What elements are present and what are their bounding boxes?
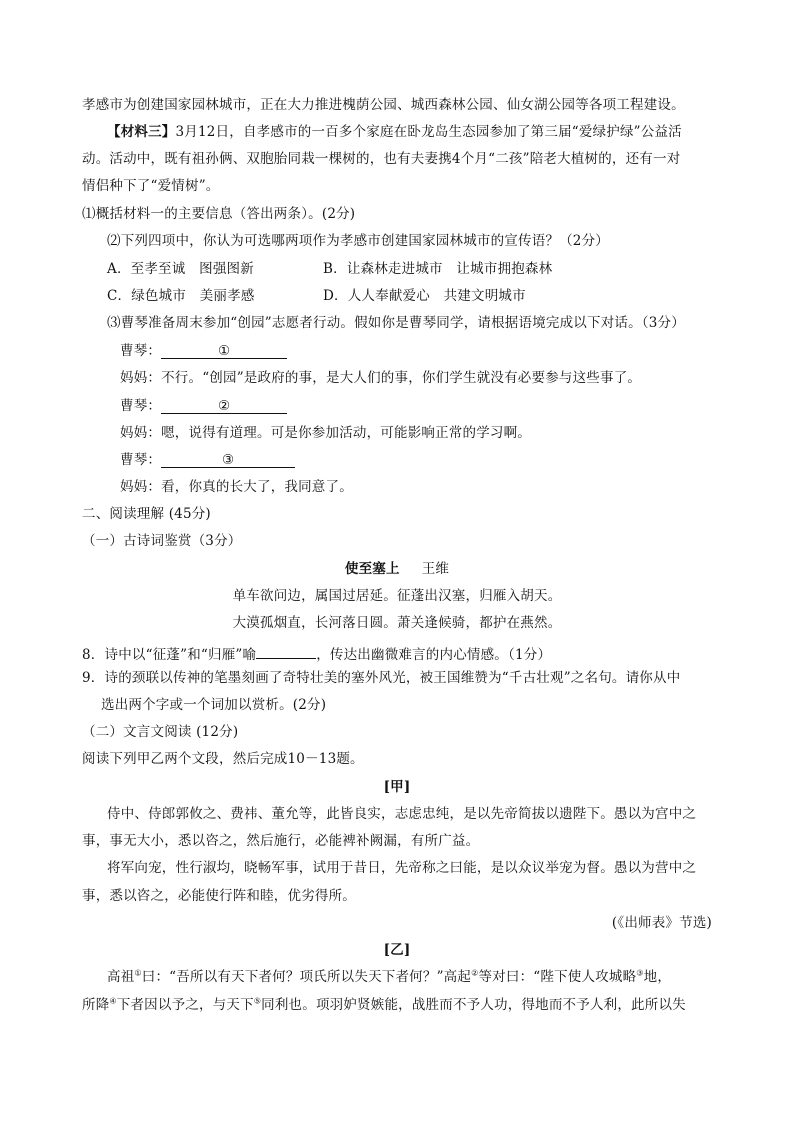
footnote-mark: ②: [471, 968, 479, 978]
option-c: C．绿色城市 美丽孝感: [107, 288, 255, 304]
poem-author: 王维: [421, 561, 450, 577]
poem-line-2: 大漠孤烟直，长河落日圆。萧关逢候骑，都护在燕然。: [232, 615, 562, 631]
question-1: ⑴概括材料一的主要信息（答出两条）。(2分): [82, 206, 356, 222]
footnote-mark: ①: [134, 968, 142, 978]
footnote-mark: ③: [636, 968, 644, 978]
yi-text: 下者因以予之，与天下: [116, 997, 254, 1013]
option-a: A．至孝至诚 图强图新: [107, 261, 254, 277]
poem-title: 使至塞上: [344, 561, 400, 577]
dialog-speaker: 妈妈：: [120, 370, 162, 386]
material3-line1-text: 3月12日，自孝感市的一百多个家庭在卧龙岛生态园参加了第三届“爱绿护绿”公益活: [175, 124, 682, 140]
section-2-heading: 二、阅读理解 (45分): [82, 506, 211, 522]
yi-text: 高祖: [107, 969, 135, 985]
footnote-mark: ④: [109, 996, 117, 1006]
material3-line2: 动。活动中，既有祖孙俩、双胞胎同栽一棵树的，也有夫妻携4个月“二孩”陪老大植树的，还有一对: [82, 151, 681, 167]
dialog-line: [120, 450, 295, 470]
dialog-text: 看，你真的长大了，我同意了。: [161, 479, 353, 495]
material2-tail: 孝感市为创建国家园林城市，正在大力推进槐荫公园、城西森林公园、仙女湖公园等各项工程建设。: [82, 97, 685, 113]
question-9-line2: 选出两个字或一个词加以赏析。(2分): [101, 697, 327, 713]
answer-blank-2[interactable]: ②: [161, 396, 287, 414]
yi-text: 曰：“吾所以有天下者何？项氏所以失天下者何？”高起: [141, 969, 472, 985]
answer-blank-3[interactable]: ③: [161, 450, 295, 468]
option-b: B．让森林走进城市 让城市拥抱森林: [323, 261, 553, 277]
question-8: [82, 641, 551, 665]
yi-text: 地，: [643, 969, 672, 985]
yi-text: 所降: [82, 997, 110, 1013]
material3-line3: 情侣种下了“爱情树”。: [82, 178, 220, 194]
yi-line2: [82, 995, 686, 1015]
dialog-line: [120, 368, 641, 388]
dialog-speaker: 曹琴：: [120, 343, 162, 359]
dialog-text: 嗯，说得有道理。可是你参加活动，可能影响正常的学习啊。: [161, 425, 532, 441]
q8-before: 8．诗中以“征蓬”和“归雁”喻: [82, 647, 257, 663]
dialog-speaker: 妈妈：: [120, 425, 162, 441]
part-1-heading: （一）古诗词鉴赏（3分）: [82, 533, 242, 549]
part-2-heading: （二）文言文阅读 (12分): [82, 724, 239, 740]
q8-blank[interactable]: [256, 641, 316, 659]
material3-label: 【材料三】: [107, 124, 176, 140]
question-9-line1: 9．诗的颈联以传神的笔墨刻画了奇特壮美的塞外风光，被王国维赞为“千古壮观”之名句。请你从中: [82, 670, 681, 686]
dialog-speaker: 妈妈：: [120, 479, 162, 495]
material3-line1: [107, 122, 682, 142]
jia-p1-line1: 侍中、侍郎郭攸之、费祎、董允等，此皆良实，志虑忠纯，是以先帝简拔以遗陛下。愚以为宫中之: [107, 806, 697, 822]
jia-p2-line1: 将军向宠，性行淑均，晓畅军事，试用于昔日，先帝称之曰能，是以众议举宠为督。愚以为营中之: [107, 860, 697, 876]
dialog-line: [120, 341, 287, 361]
dialog-text: 不行。“创园”是政府的事，是大人们的事，你们学生就没有必要参与这些事了。: [161, 370, 642, 386]
poem-line-1: 单车欲问边，属国过居延。征蓬出汉塞，归雁入胡天。: [232, 588, 562, 604]
dialog-line: [120, 477, 353, 497]
yi-text: 同利也。项羽妒贤嫉能，战胜而不予人功，得地而不予人利，此所以失: [261, 997, 686, 1013]
yi-title: [乙]: [383, 942, 411, 958]
footnote-mark: ⑤: [253, 996, 262, 1006]
jia-p2-line2: 事，悉以咨之，必能使行阵和睦，优劣得所。: [82, 888, 356, 904]
poem-title-line: [0, 559, 794, 579]
q8-after: ，传达出幽微难言的内心情感。（1分）: [316, 647, 552, 663]
dialog-speaker: 曹琴：: [120, 452, 162, 468]
yi-text: 等对曰：“陛下使人攻城略: [478, 969, 637, 985]
dialog-line: [120, 396, 287, 416]
answer-blank-1[interactable]: ①: [161, 341, 287, 359]
question-3-stem: ⑶曹琴准备周末参加“创园”志愿者行动。假如你是曹琴同学，请根据语境完成以下对话。（3分）: [107, 315, 685, 331]
jia-p1-line2: 事，事无大小，悉以咨之，然后施行，必能裨补阙漏，有所广益。: [82, 833, 480, 849]
jia-source: (《出师表》节选): [611, 915, 712, 931]
dialog-speaker: 曹琴：: [120, 398, 162, 414]
dialog-line: [120, 423, 531, 443]
reading-intro: 阅读下列甲乙两个文段，然后完成10－13题。: [82, 751, 364, 767]
jia-title: [甲]: [383, 779, 411, 795]
option-d: D．人人奉献爱心 共建文明城市: [323, 288, 526, 304]
question-2-stem: ⑵下列四项中，你认为可选哪两项作为孝感市创建国家园林城市的宣传语？（2分）: [107, 233, 609, 249]
yi-line1: [107, 967, 671, 987]
